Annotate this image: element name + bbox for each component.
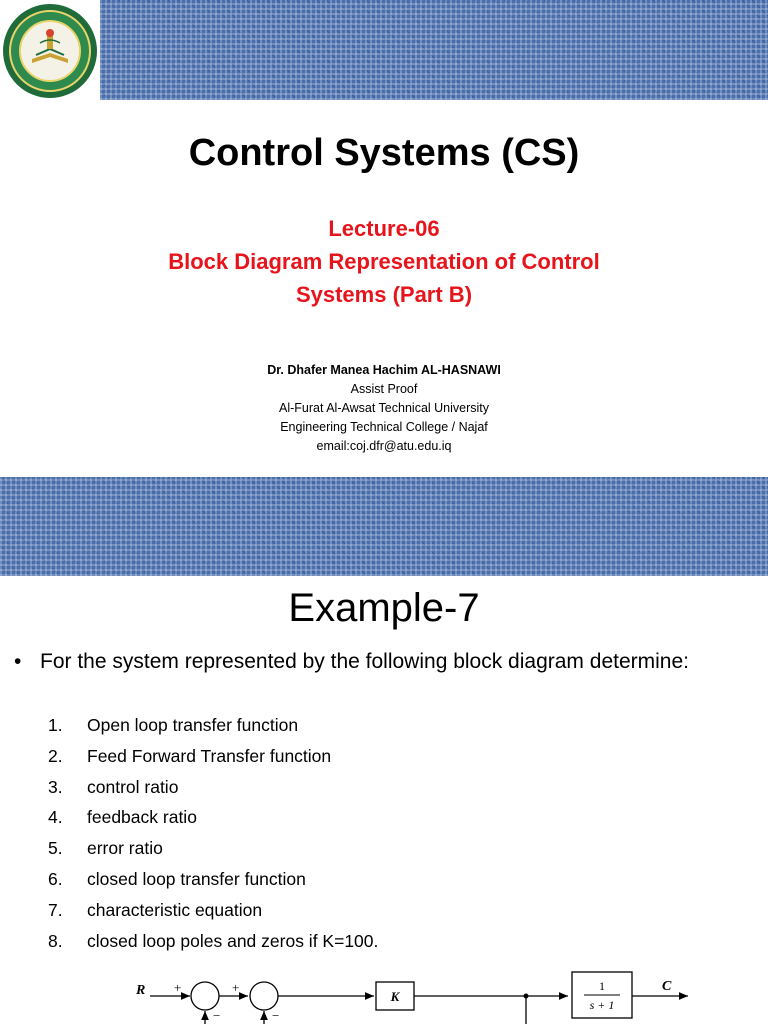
list-number: 3. [48,776,63,797]
list-label: closed loop poles and zeros if K=100. [87,930,379,951]
list-number: 5. [48,838,63,859]
author-email: email:coj.dfr@atu.edu.iq [316,439,452,453]
bottom-decorative-band [0,477,768,576]
author-college: Engineering Technical College / Najaf [280,420,488,434]
example-title: Example-7 [288,586,480,630]
summing-junction-2 [250,982,278,1010]
output-label-c: C [662,979,672,994]
gain-label: K [390,989,400,1004]
plus-sign: + [174,980,182,995]
list-number: 1. [48,715,63,735]
list-number: 6. [48,868,63,889]
author-name: Dr. Dhafer Manea Hachim AL-HASNAWI [267,363,501,377]
lecture-heading [0,212,768,311]
list-item [48,772,648,803]
list-item [48,802,648,833]
top-decorative-band [0,0,768,100]
author-university: Al-Furat Al-Awsat Technical University [278,401,490,415]
list-label: Feed Forward Transfer function [87,745,332,766]
list-number: 4. [48,807,63,828]
list-item [48,710,648,741]
list-item [48,833,648,864]
plus-sign: + [232,980,240,995]
list-label: characteristic equation [87,899,263,920]
list-label: feedback ratio [87,807,197,828]
list-number: 7. [48,899,63,920]
summing-junction-1 [191,982,219,1010]
block-diagram [0,960,768,1024]
list-item [48,864,648,895]
lecture-title-line-2: Systems (Part B) [295,282,473,307]
list-item [48,895,648,926]
course-title: Control Systems (CS) [188,132,580,174]
list-label: closed loop transfer function [87,868,306,889]
list-number: 2. [48,745,63,766]
minus-sign: − [213,1008,221,1023]
list-label: Open loop transfer function [87,715,299,735]
author-position: Assist Proof [350,382,418,396]
task-list [48,710,648,956]
tf-denominator: s + 1 [589,998,615,1012]
bullet-dot: • [14,650,22,673]
author-block [0,361,768,456]
lecture-number: Lecture-06 [328,216,440,241]
intro-text: For the system represented by the following block diagram determine: [40,650,689,673]
list-item [48,926,648,957]
list-number: 8. [48,930,63,951]
university-seal-logo [2,3,98,99]
minus-sign: − [272,1008,280,1023]
tf-numerator: 1 [599,979,605,993]
lecture-title-line-1: Block Diagram Representation of Control [168,249,600,274]
intro-bullet-item [14,647,720,676]
input-label-r: R [136,983,146,998]
list-label: control ratio [87,776,179,797]
list-label: error ratio [87,838,163,859]
list-item [48,741,648,772]
